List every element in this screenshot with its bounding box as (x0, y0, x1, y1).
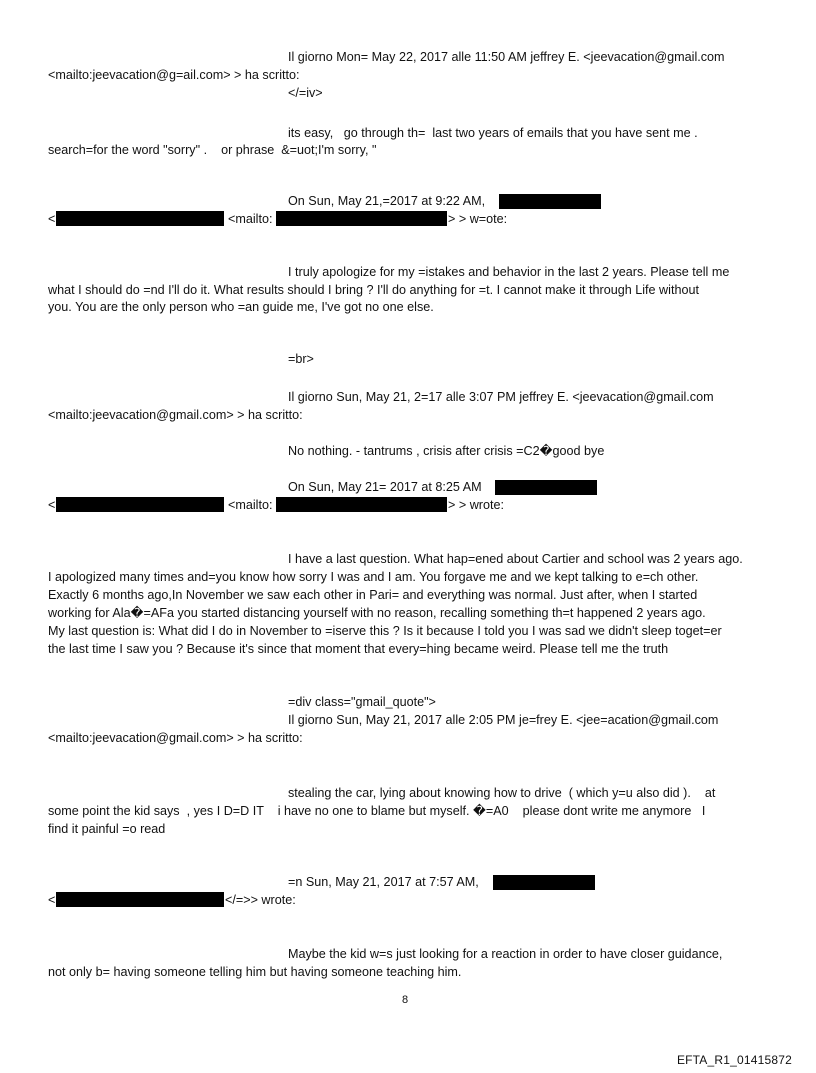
redaction-box (276, 497, 447, 512)
redaction-box (276, 211, 447, 226)
markup-line: </=iv> (288, 86, 323, 100)
header-line-lt: < (48, 498, 56, 512)
header-line-end: > > wrote: (448, 498, 505, 512)
header-line: <mailto:jeevacation@g=ail.com> > ha scritto: (48, 68, 300, 82)
redaction-box (56, 892, 224, 907)
body-line: Exactly 6 months ago,In November we saw each other in Pari= and everything was normal. Just after, when I started (48, 588, 698, 602)
header-line-end: > > w=ote: (448, 212, 508, 226)
body-line: I apologized many times and=you know how sorry I was and I am. You forgave me and we kept talking to e=ch other. (48, 570, 699, 584)
body-line: working for Ala�=AFa you started distancing yourself with no reason, recalling something th=t happened 2 years ago. (48, 606, 706, 620)
body-line: some point the kid says , yes I D=D IT i have no one to blame but myself. �=A0 please dont write me anymore I (48, 804, 706, 818)
header-line: On Sun, May 21= 2017 at 8:25 AM (288, 480, 482, 494)
header-line-lt: < (48, 212, 56, 226)
page-number: 8 (402, 994, 409, 1006)
header-line-lt: < (48, 893, 56, 907)
body-line: I have a last question. What hap=ened about Cartier and school was 2 years ago. (288, 552, 743, 566)
header-line-mailto: <mailto: (228, 212, 273, 226)
header-line-end: </=>> wrote: (225, 893, 296, 907)
header-line: Il giorno Mon= May 22, 2017 alle 11:50 AM jeffrey E. <jeevacation@gmail.com (288, 50, 725, 64)
redaction-box (493, 875, 595, 890)
document-id-footer: EFTA_R1_01415872 (676, 1053, 792, 1067)
header-line: =n Sun, May 21, 2017 at 7:57 AM, (288, 875, 479, 889)
header-line: On Sun, May 21,=2017 at 9:22 AM, (288, 194, 486, 208)
body-line: stealing the car, lying about knowing how to drive ( which y=u also did ). at (288, 786, 716, 800)
body-line: search=for the word "sorry" . or phrase &=uot;I'm sorry, " (48, 143, 377, 157)
body-line: not only b= having someone telling him but having someone teaching him. (48, 965, 462, 979)
header-line: <mailto:jeevacation@gmail.com> > ha scritto: (48, 731, 303, 745)
body-line: the last time I saw you ? Because it's since that moment that every=hing became weird. Please tell me the truth (48, 642, 669, 656)
markup-line: =br> (288, 352, 314, 366)
redaction-box (499, 194, 601, 209)
body-line: find it painful =o read (48, 822, 166, 836)
header-line: <mailto:jeevacation@gmail.com> > ha scritto: (48, 408, 303, 422)
redaction-box (56, 497, 224, 512)
body-line: you. You are the only person who =an guide me, I've got no one else. (48, 300, 434, 314)
body-line: No nothing. - tantrums , crisis after crisis =C2�good bye (288, 444, 605, 458)
header-line: Il giorno Sun, May 21, 2017 alle 2:05 PM je=frey E. <jee=acation@gmail.com (288, 713, 719, 727)
body-line: Maybe the kid w=s just looking for a reaction in order to have closer guidance, (288, 947, 723, 961)
markup-line: =div class="gmail_quote"> (288, 695, 436, 709)
body-line: I truly apologize for my =istakes and behavior in the last 2 years. Please tell me (288, 265, 730, 279)
redaction-box (56, 211, 224, 226)
header-line-mailto: <mailto: (228, 498, 273, 512)
redaction-box (495, 480, 597, 495)
body-line: what I should do =nd I'll do it. What results should I bring ? I'll do anything for =t. I cannot make it through Life without (48, 283, 699, 297)
body-line: My last question is: What did I do in November to =iserve this ? Is it because I told you I was sad we didn't sleep toget=er (48, 624, 722, 638)
body-line: its easy, go through th= last two years of emails that you have sent me . (288, 126, 698, 140)
header-line: Il giorno Sun, May 21, 2=17 alle 3:07 PM jeffrey E. <jeevacation@gmail.com (288, 390, 714, 404)
